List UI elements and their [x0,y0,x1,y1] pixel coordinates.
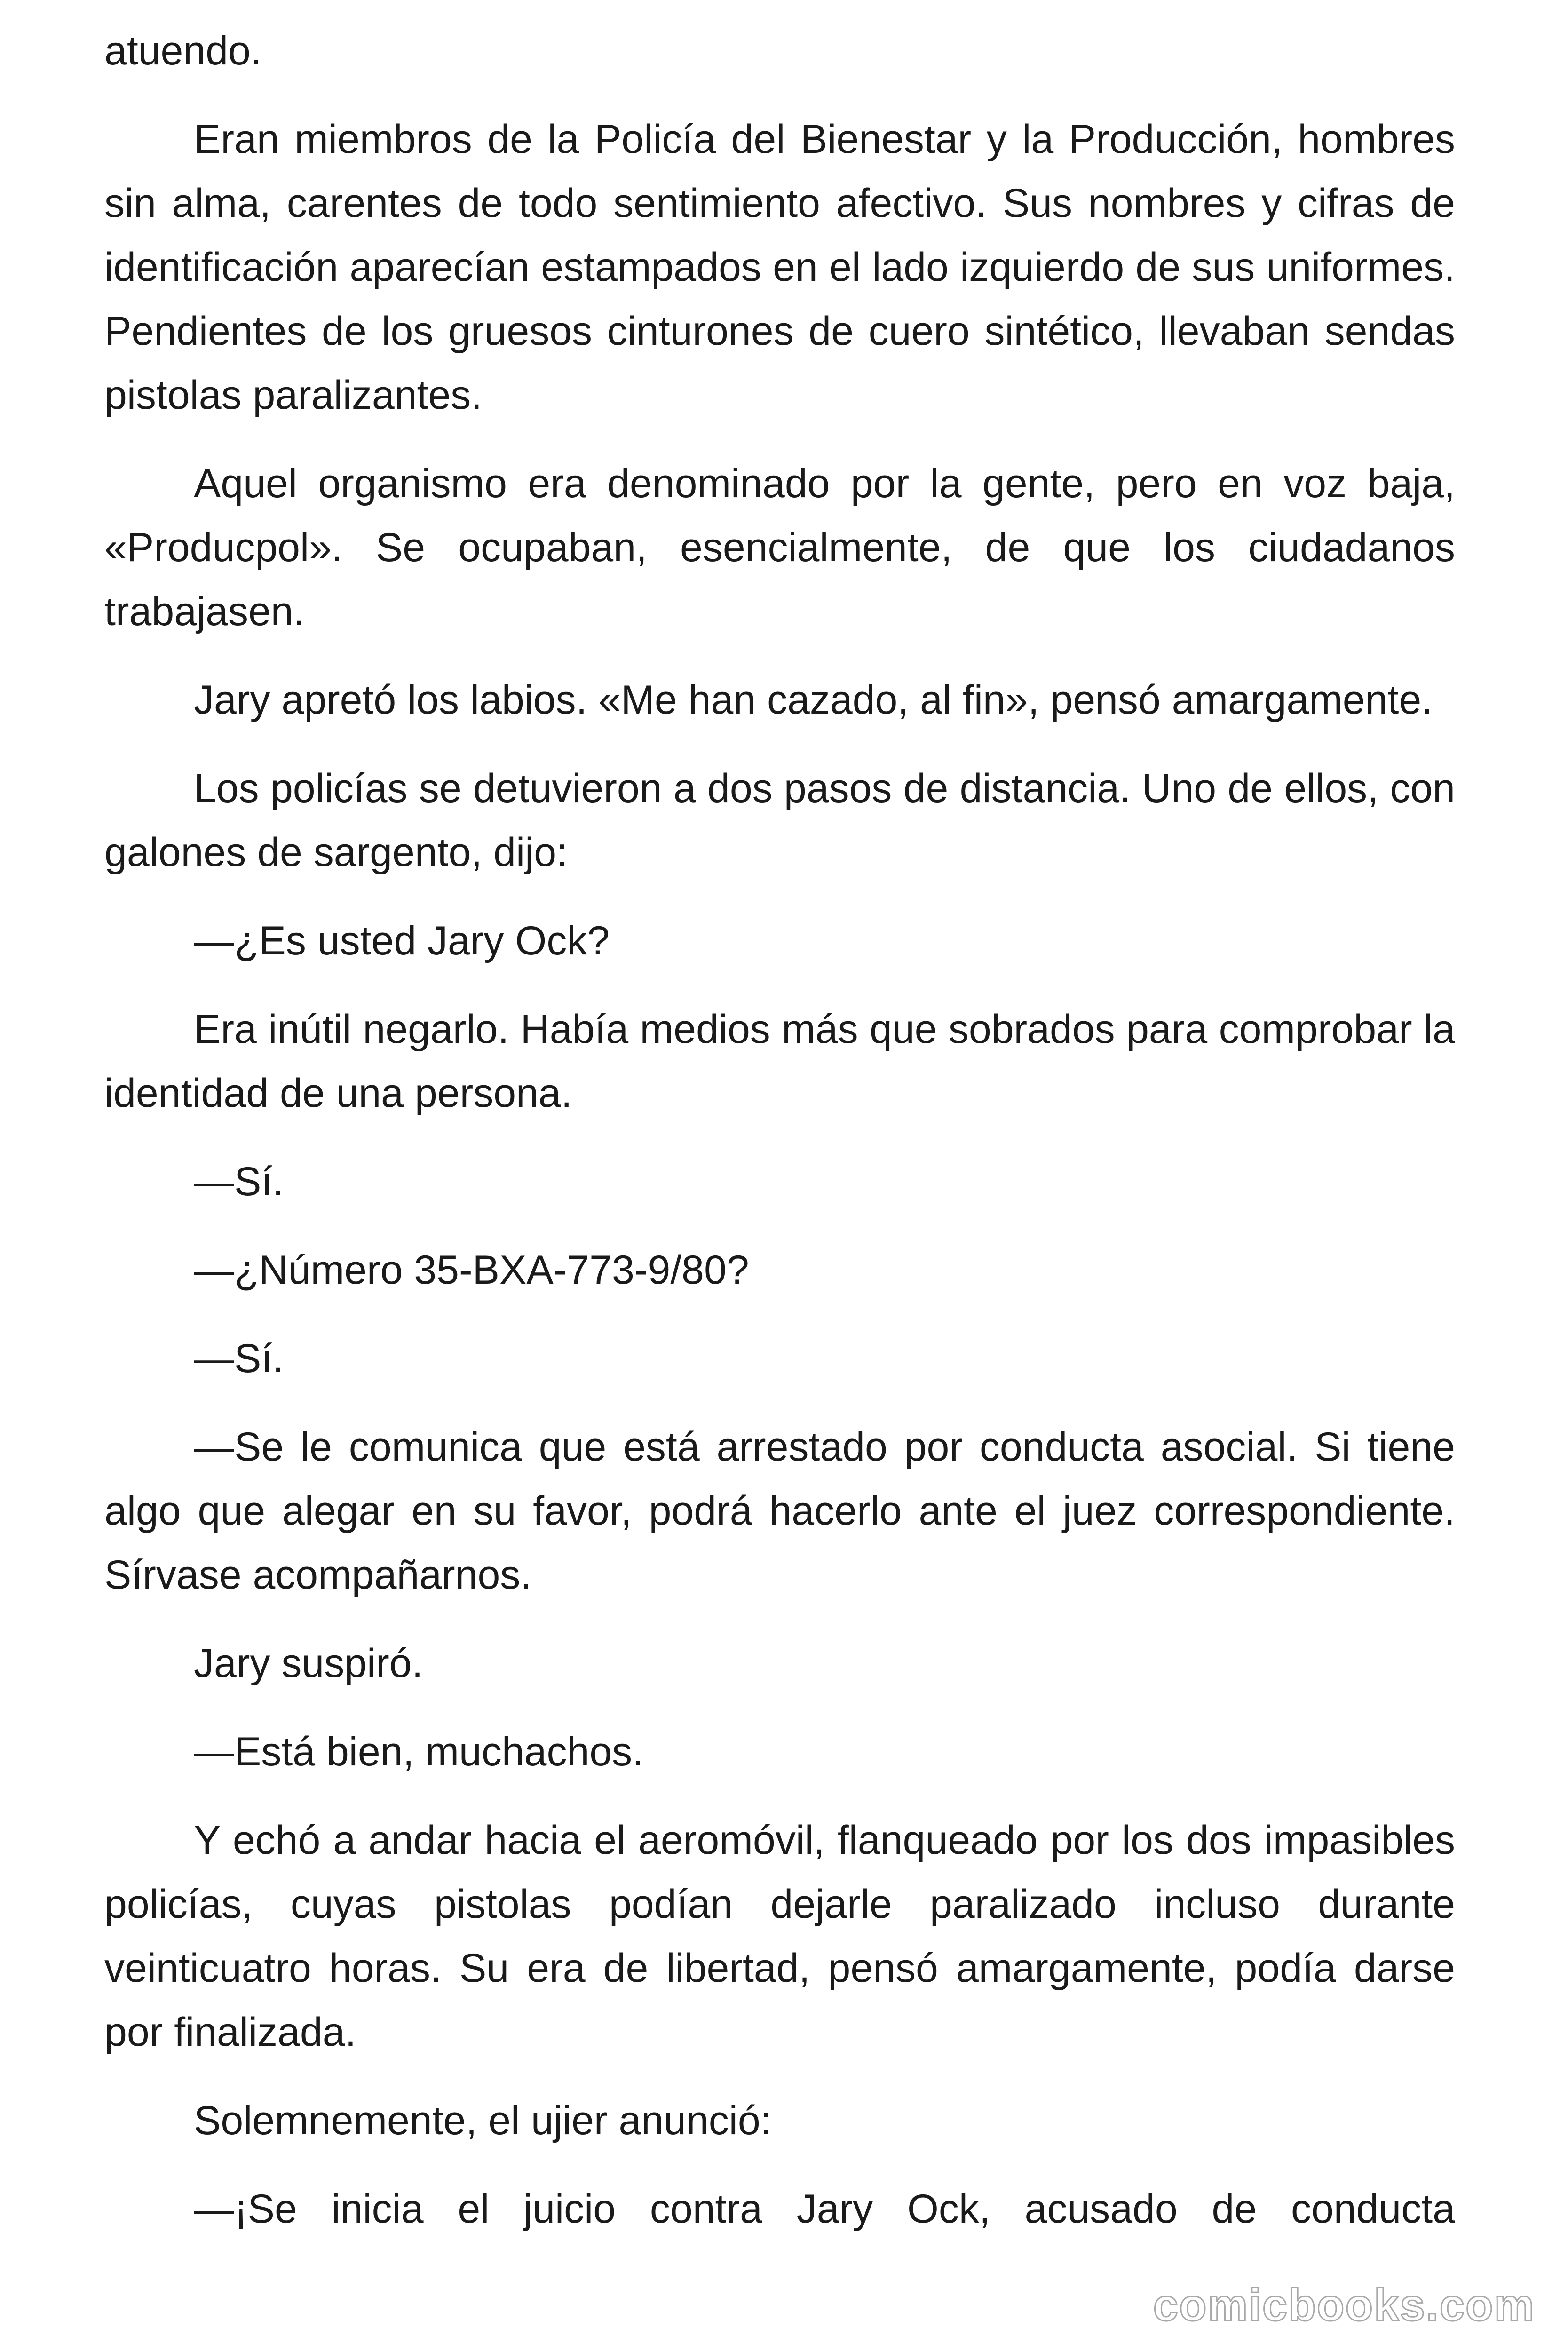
paragraph: Aquel organismo era denominado por la gente, pero en voz baja, «Producpol». Se ocupaban, esencialmente, de que los ciudadanos trabajasen. [104,461,1455,634]
watermark: comicbooks.com [1153,2280,1535,2330]
dialogue-line: —¡Se inicia el juicio contra Jary Ock, acusado de conducta [194,2186,1455,2232]
paragraph: Jary suspiró. [194,1641,423,1686]
paragraph: Eran miembros de la Policía del Bienestar y la Producción, hombres sin alma, carentes de todo sentimiento afectivo. Sus nombres y cifras de identificación aparecían estampados en el lado izquierdo de sus uniformes. Pendientes de los gruesos cinturones de cuero sintético, llevaban sendas pistolas paralizantes. [104,117,1455,418]
dialogue-line: —Sí. [194,1336,284,1381]
dialogue-line: —¿Es usted Jary Ock? [194,918,610,963]
paragraph: Solemnemente, el ujier anunció: [194,2098,772,2143]
paragraph: Era inútil negarlo. Había medios más que sobrados para comprobar la identidad de una persona. [104,1007,1455,1116]
dialogue-line: —Sí. [194,1159,284,1204]
dialogue-line: —Está bien, muchachos. [194,1729,644,1774]
dialogue-line: —¿Número 35-BXA-773-9/80? [194,1248,749,1293]
paragraph: Jary apretó los labios. «Me han cazado, al fin», pensó amargamente. [194,677,1433,723]
paragraph: atuendo. [104,28,262,73]
page-body [104,19,1455,2265]
paragraph: Y echó a andar hacia el aeromóvil, flanqueado por los dos impasibles policías, cuyas pistolas podían dejarle paralizado incluso durante veinticuatro horas. Su era de libertad, pensó amargamente, podía darse por finalizada. [104,1818,1455,2055]
paragraph: Los policías se detuvieron a dos pasos de distancia. Uno de ellos, con galones de sargento, dijo: [104,766,1455,875]
dialogue-line: —Se le comunica que está arrestado por conducta asocial. Si tiene algo que alegar en su favor, podrá hacerlo ante el juez correspondiente. Sírvase acompañarnos. [104,1424,1455,1597]
